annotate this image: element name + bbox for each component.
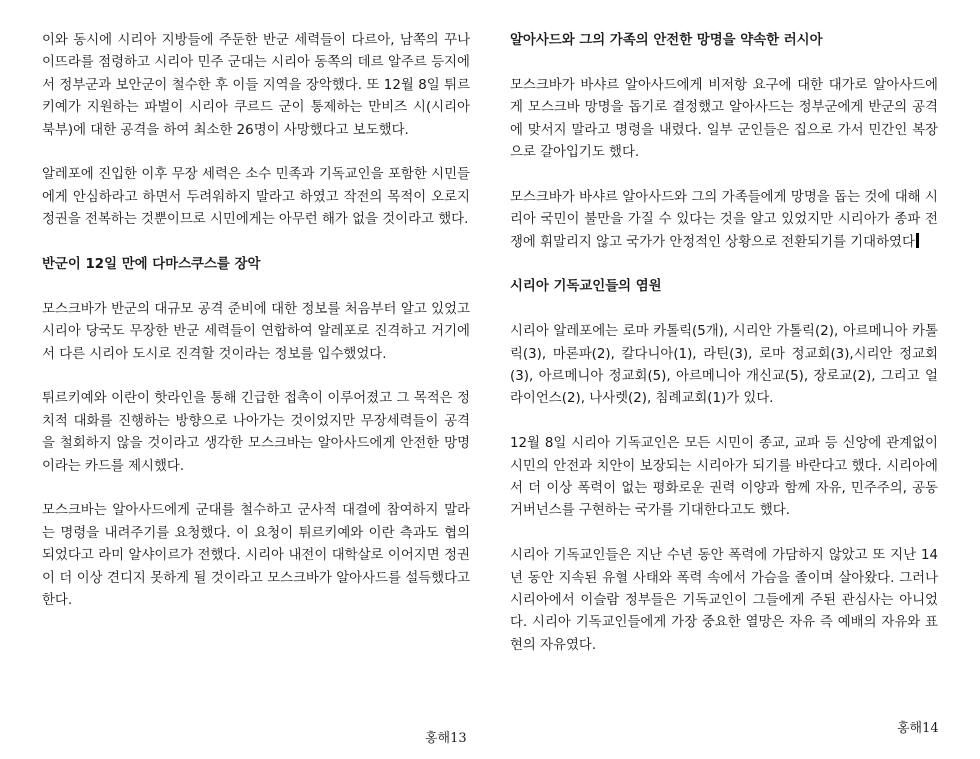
paragraph: 시리아 알레포에는 로마 카톨릭(5개), 시리안 가톨릭(2), 아르메니아 카톨릭(3), 마론파(2), 칼다니아(1), 라틴(3), 로마 정교회(3),시리안 정교회(3), 아르메니아 정교회(5), 아르메니아 개신교(5), 장로교(2), 그리고 얼라이언스(2), 나사렛(2), 침례교회(1)가 있다. (510, 324, 938, 407)
text-cursor (916, 233, 919, 248)
paragraph: 튀르키예와 이란이 핫라인을 통해 긴급한 접촉이 이루어졌고 그 목적은 정치적 대화를 진행하는 방향으로 나아가는 것이었지만 무장세력들이 공격을 철회하지 않을 것이라고 생각한 모스크바는 알아사드에게 안전한 망명이라는 카드를 제시했다. (42, 391, 470, 474)
section-heading: 알아사드와 그의 가족의 안전한 망명을 약속한 러시아 (510, 33, 823, 48)
paragraph-with-cursor[interactable] (510, 187, 938, 254)
section-heading: 반군이 12일 만에 다마스쿠스를 장악 (42, 257, 261, 273)
left-page (42, 30, 470, 635)
page-number-right: 홍해14 (897, 721, 939, 736)
paragraph: 이와 동시에 시리아 지방들에 주둔한 반군 세력들이 다르아, 남쪽의 꾸나이뜨라를 점령하고 시리아 민주 군대는 시리아 동쪽의 데르 알주르 등지에서 정부군과 보안군이 철수한 후 이들 지역을 장악했다. 또 12월 8일 튀르키예가 지원하는 파벌이 시리아 쿠르드 군이 통제하는 만비즈 시(시리아 북부)에 대한 공격을 하여 최소한 26명이 사망했다고 보도했다. (42, 33, 470, 138)
section-heading: 시리아 기독교인들의 염원 (510, 279, 662, 295)
paragraph: 모스크바는 알아사드에게 군대를 철수하고 군사적 대결에 참여하지 말라는 명령을 내려주기를 요청했다. 이 요청이 튀르키예와 이란 측과도 협의되었다고 라미 알샤이르가 전했다. 시리아 내전이 대학살로 이어지면 정권이 더 이상 견디지 못하게 될 것이라고 모스크바가 알아사드를 설득했다고 한다. (42, 503, 470, 609)
right-page (510, 30, 938, 680)
page-number-left: 홍해13 (425, 731, 467, 746)
paragraph: 모스크바가 반군의 대규모 공격 준비에 대한 정보를 처음부터 알고 있었고 시리아 당국도 무장한 반군 세력들이 연합하여 알레포로 진격하고 거기에서 다른 시리아 도시로 진격할 것이라는 정보를 입수했었다. (42, 301, 470, 362)
paragraph: 12월 8일 시리아 기독교인은 모든 시민이 종교, 교파 등 신앙에 관계없이 시민의 안전과 치안이 보장되는 시리아가 되기를 바란다고 했다. 시리아에서 더 이상 폭력이 없는 평화로운 권력 이양과 함께 자유, 민주주의, 공동 거버넌스를 구현하는 국가를 기대한다고도 했다. (510, 436, 938, 519)
paragraph-text: 모스크바가 바샤르 알아사드와 그의 가족들에게 망명을 돕는 것에 대해 시리아 국민이 불만을 가질 수 있다는 것을 알고 있었지만 시리아가 종파 전쟁에 휘말리지 않고 국가가 안정적인 상황으로 전환되기를 기대하였다 (510, 189, 938, 250)
paragraph: 모스크바가 바샤르 알아사드에게 비저항 요구에 대한 대가로 알아사드에게 모스크바 망명을 돕기로 결정했고 알아사드는 정부군에게 반군의 공격에 맞서지 말라고 명령을 내렸다. 일부 군인들은 집으로 가서 민간인 복장으로 갈아입기도 했다. (510, 77, 938, 161)
paragraph: 시리아 기독교인들은 지난 수년 동안 폭력에 가담하지 않았고 또 지난 14년 동안 지속된 유혈 사태와 폭력 속에서 가슴을 졸이며 살아왔다. 그러나 시리아에서 이슬람 정부들은 기독교인이 그들에게 주된 관심사는 아니었다. 시리아 기독교인들에게 가장 중요한 열망은 자유 즉 예배의 자유와 표현의 자유였다. (510, 548, 938, 653)
paragraph: 알레포에 진입한 이후 무장 세력은 소수 민족과 기독교인을 포함한 시민들에게 안심하라고 하면서 두려워하지 말라고 하였고 작전의 목적이 오로지 정권을 전복하는 것뿐이므로 시민에게는 아무런 해가 없을 것이라고 했다. (42, 167, 470, 228)
